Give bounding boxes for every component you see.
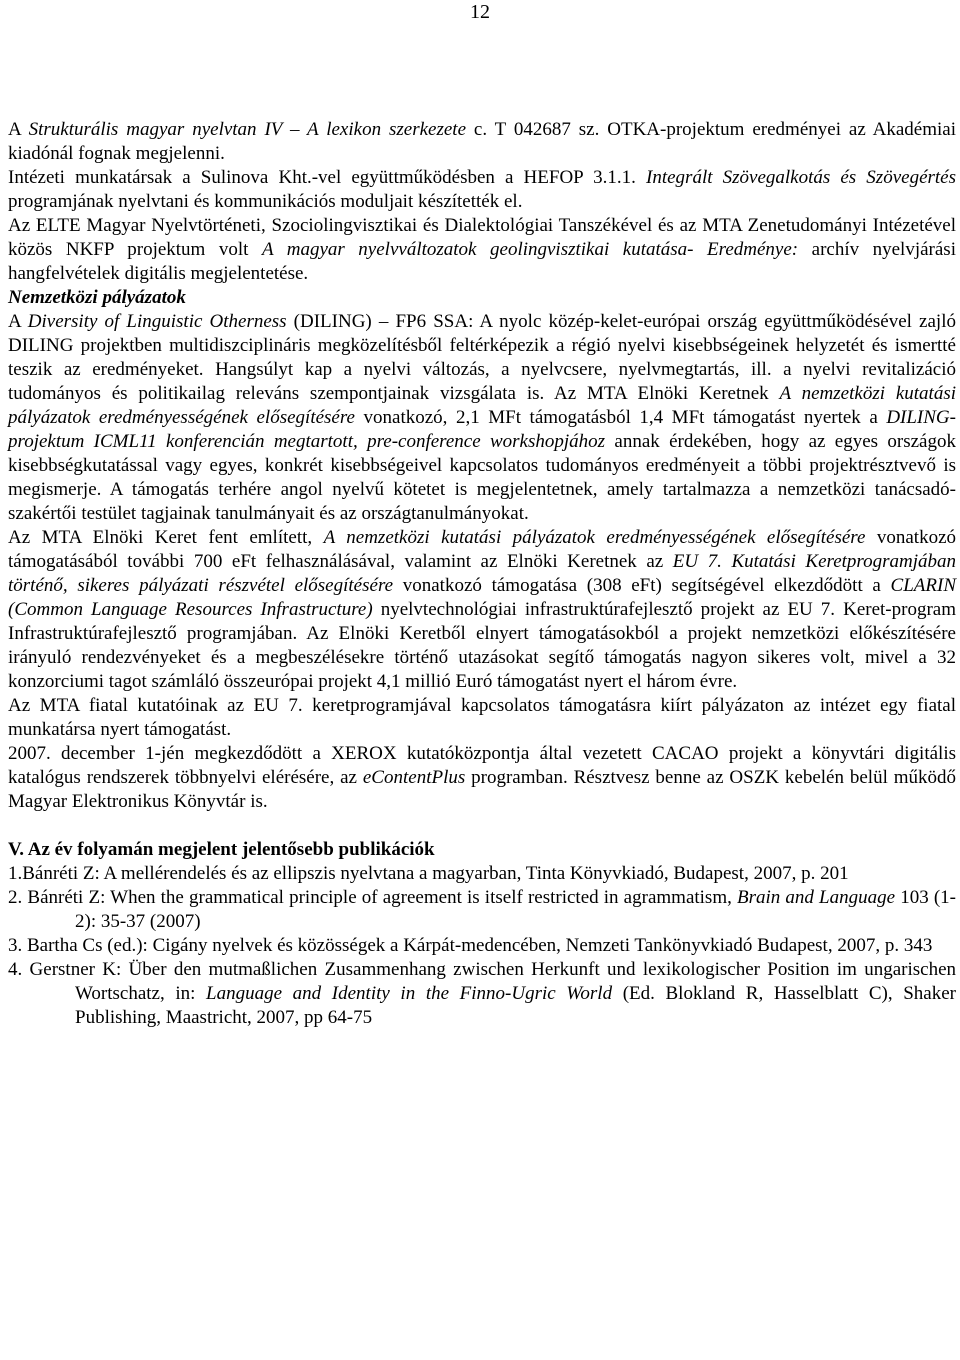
paragraph-clarin: Az MTA Elnöki Keret fent említett, A nemzetközi kutatási pályázatok eredményességének elősegítésére vonatkozó támogatásából további 700 eFt felhasználásával, valamint az Elnöki Keretnek az EU 7. Kutatási Keretprogramjában történő, sikeres pályázati részvétel elősegítésére vonatkozó támogatása (308 eFt) segítségével elkezdődött a CLARIN (Common Language Resources Infrastructure) nyelvtechnológiai infrastruktúrafejlesztő projekt az EU 7. Keret-program Infrastruktúrafejlesztő programjában. Az Elnöki Keretből elnyert támogatásokból a projekt nemzetközi előkészítésére irányuló rendezvényeket és a megbeszélésekre történő utazásokat segítő támogatás nagyon sikeres volt, mivel a 32 konzorciumi tagot számláló összeurópai projekt 4,1 millió Euró támogatást nyert el három évre. <box>8 527 956 692</box>
paragraph-young-researchers: Az MTA fiatal kutatóinak az EU 7. keretprogramjával kapcsolatos támogatásra kiírt pályázaton az intézet egy fiatal munkatársa nyert támogatást. <box>8 695 956 740</box>
publication-item: 1.Bánréti Z: A mellérendelés és az ellipszis nyelvtana a magyarban, Tinta Könyvkiadó, Budapest, 2007, p. 201 <box>8 863 849 884</box>
publication-item: 3. Bartha Cs (ed.): Cigány nyelvek és közösségek a Kárpát-medencében, Nemzeti Tankönyvkiadó Budapest, 2007, p. 343 <box>8 935 933 956</box>
paragraph-diling: A Diversity of Linguistic Otherness (DILING) – FP6 SSA: A nyolc közép-kelet-európai ország együttműködésével zajló DILING projektben multidiszciplináris megközelítésből feltérképezik a régió nyelvi kisebbségeinek helyzetét és ismertté teszik az eredményeket. Hangsúlyt kap a nyelvi változás, a nyelvcsere, nyelvmegtartás, ill. a nyelvi revitalizáció tudományos és politikailag releváns szempontjainak vizsgálata is. Az MTA Elnöki Keretnek A nemzetközi kutatási pályázatok eredményességének elősegítésére vonatkozó, 2,1 MFt támogatásból 1,4 MFt támogatást nyertek a DILING-projektum ICML11 konferencián megtartott, pre-conference workshopjához annak érdekében, hogy az egyes országok kisebbségkutatással vagy egyes, konkrét kisebbségeivel kapcsolatos tudományos eredményeit a többi projektrésztvevő is megismerje. A támogatás terhére angol nyelvű kötetet is megjelentetnek, amely tartalmazza a nemzetközi tanácsadó-szakértői testület tagjainak tanulmányait és az országtanulmányokat. <box>8 311 956 524</box>
international-grants-heading: Nemzetközi pályázatok <box>8 287 186 308</box>
page-body <box>8 118 956 1030</box>
paragraph-elte-nkfp: Az ELTE Magyar Nyelvtörténeti, Szociolingvisztikai és Dialektológiai Tanszékével és az MTA Zenetudományi Intézetével közös NKFP projektum volt A magyar nyelvváltozatok geolingvisztikai kutatása- Eredménye: archív nyelvjárási hangfelvételek digitális megjelentetése. <box>8 215 956 284</box>
paragraph-strukturalis: A Strukturális magyar nyelvtan IV – A lexikon szerkezete c. T 042687 sz. OTKA-projektum eredményei az Akadémiai kiadónál fognak megjelenni. <box>8 119 956 164</box>
page-number: 12 <box>470 1 490 23</box>
paragraph-sulinova: Intézeti munkatársak a Sulinova Kht.-vel együttműködésben a HEFOP 3.1.1. Integrált Szövegalkotás és Szövegértés programjának nyelvtani és kommunikációs moduljait készítették el. <box>8 167 957 212</box>
publication-item: 2. Bánréti Z: When the grammatical principle of agreement is itself restricted in agrammatism, Brain and Language 103 (1-2): 35-37 (2007) <box>8 887 956 932</box>
publications-heading: V. Az év folyamán megjelent jelentősebb publikációk <box>8 839 435 860</box>
paragraph-cacao: 2007. december 1-jén megkezdődött a XEROX kutatóközpontja által vezetett CACAO projekt a könyvtári digitális katalógus rendszerek többnyelvi elérésére, az eContentPlus programban. Résztvesz benne az OSZK kebelén belül működő Magyar Elektronikus Könyvtár is. <box>8 743 957 812</box>
publication-item: 4. Gerstner K: Über den mutmaßlichen Zusammenhang zwischen Herkunft und lexikologischer Position im ungarischen Wortschatz, in: Language and Identity in the Finno-Ugric World (Ed. Blokland R, Hasselblatt C), Shaker Publishing, Maastricht, 2007, pp 64-75 <box>8 959 956 1028</box>
spacer <box>8 814 956 838</box>
